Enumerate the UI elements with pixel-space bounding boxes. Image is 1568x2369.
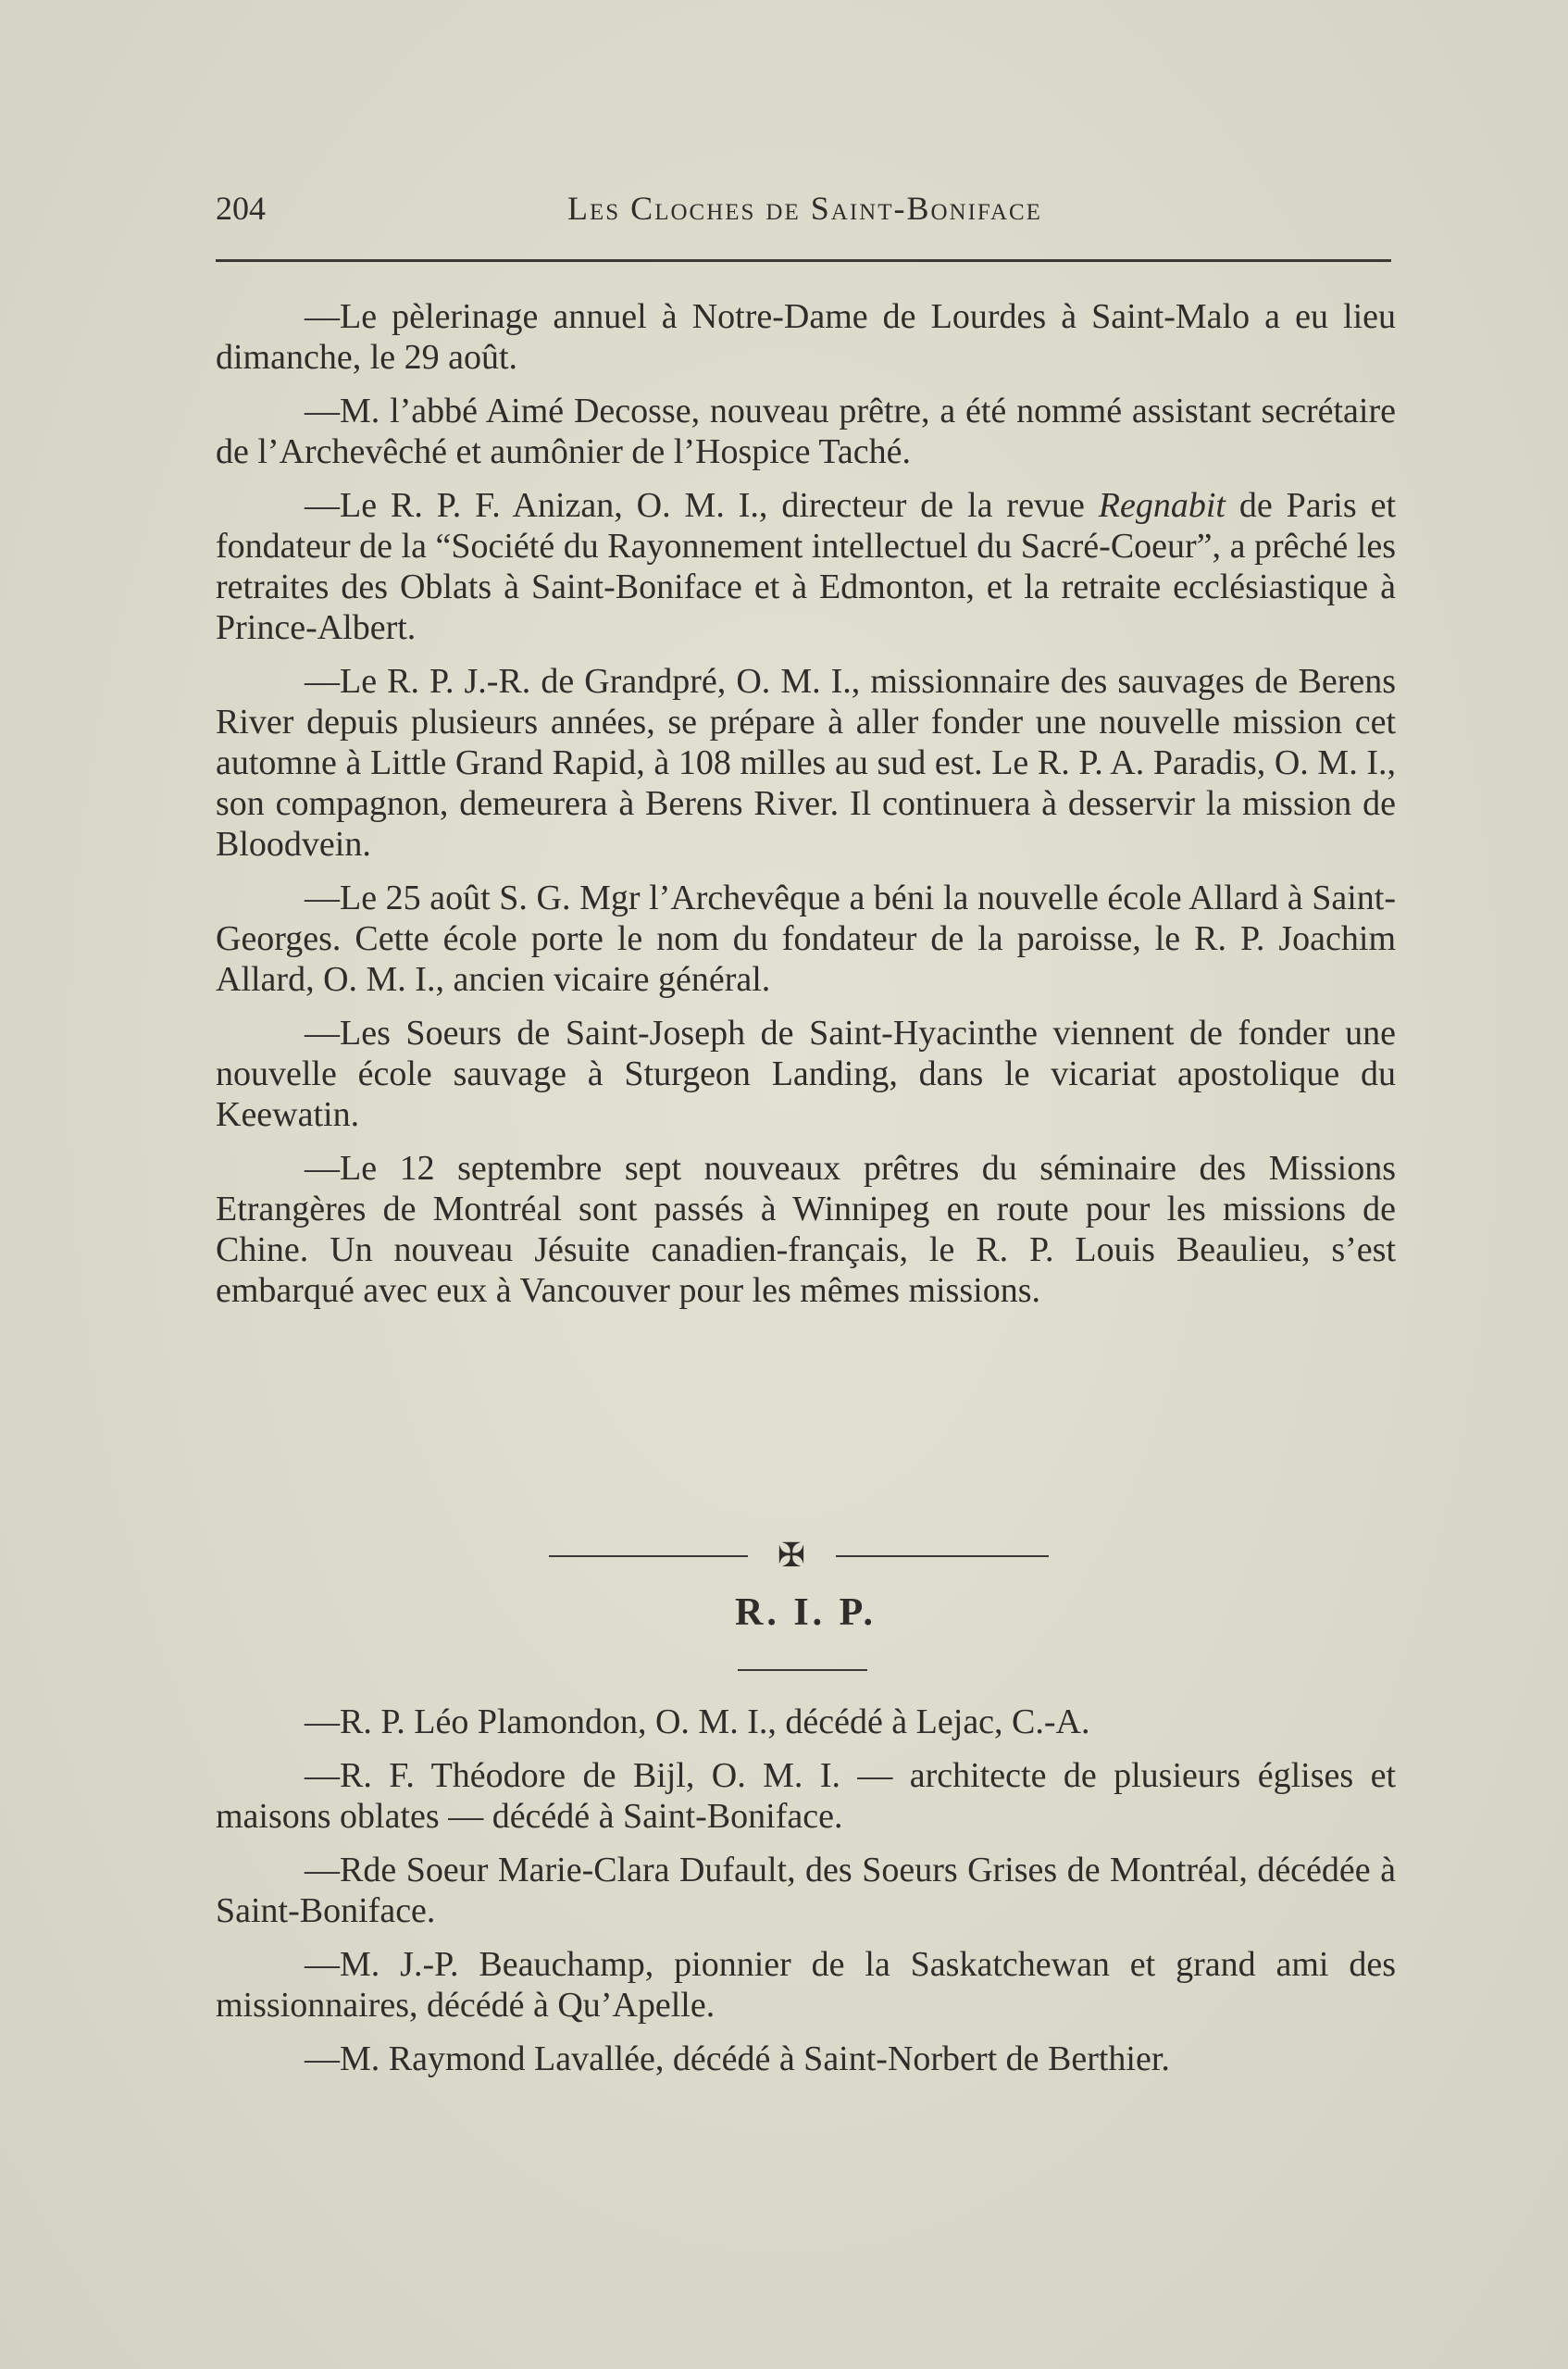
news-paragraph: —M. l’abbé Aimé Decosse, nouveau prêtre, a été nommé assistant secrétaire de l’Archevêché et aumônier de l’Hospice Taché. (216, 392, 1396, 471)
news-paragraph: —Le 25 août S. G. Mgr l’Archevêque a béni la nouvelle école Allard à Saint-Georges. Cette école porte le nom du fondateur de la paroisse, le R. P. Joachim Allard, O. M. I., ancien vicaire général. (216, 879, 1396, 999)
news-paragraph (216, 485, 1396, 648)
news-paragraph: —Le 12 septembre sept nouveaux prêtres du séminaire des Missions Etrangères de Montréal sont passés à Winnipeg en route pour les missions de Chine. Un nouveau Jésuite canadien-français, le R. P. Louis Beaulieu, s’est embarqué avec eux à Vancouver pour les mêmes missions. (216, 1149, 1396, 1310)
news-section (216, 296, 1396, 1324)
news-paragraph: —Le R. P. J.-R. de Grandpré, O. M. I., missionnaire des sauvages de Berens River depuis plusieurs années, se prépare à aller fonder une nouvelle mission cet automne à Little Grand Rapid, à 108 milles au sud est. Le R. P. A. Paradis, O. M. I., son compagnon, demeurera à Berens River. Il continuera à desservir la mission de Bloodvein. (216, 662, 1396, 864)
obituary-entry: —R. P. Léo Plamondon, O. M. I., décédé à Lejac, C.-A. (305, 1702, 1090, 1741)
divider-line-left (549, 1555, 748, 1557)
running-title: Les Cloches de Saint-Boniface (567, 190, 1042, 227)
news-paragraph: —Les Soeurs de Saint-Joseph de Saint-Hyacinthe viennent de fonder une nouvelle école sauvage à Sturgeon Landing, dans le vicariat apostolique du Keewatin. (216, 1014, 1396, 1134)
news-paragraph: —Le pèlerinage annuel à Notre-Dame de Lourdes à Saint-Malo a eu lieu dimanche, le 29 août. (216, 297, 1396, 377)
obituary-entry: —M. Raymond Lavallée, décédé à Saint-Norbert de Berthier. (305, 2039, 1170, 2078)
divider-line-right (836, 1555, 1049, 1557)
rip-rule (738, 1669, 867, 1671)
rip-heading: R. I. P. (735, 1591, 877, 1634)
header-rule (216, 259, 1391, 262)
obituary-entry: —Rde Soeur Marie-Clara Dufault, des Soeurs Grises de Montréal, décédée à Saint-Boniface. (216, 1851, 1396, 1930)
rip-section (216, 1702, 1396, 2092)
cross-icon: ✠ (777, 1537, 806, 1574)
obituary-entry: —M. J.-P. Beauchamp, pionnier de la Saskatchewan et grand ami des missionnaires, décédé à Qu’Apelle. (216, 1945, 1396, 2025)
news-text: —Le R. P. F. Anizan, O. M. I., directeur de la revue (305, 486, 1099, 525)
journal-title: Regnabit (1098, 486, 1226, 525)
obituary-entry: —R. F. Théodore de Bijl, O. M. I. — architecte de plusieurs églises et maisons oblates — décédé à Saint-Boniface. (216, 1756, 1396, 1836)
section-divider (216, 1537, 1396, 1574)
page-number: 204 (216, 190, 266, 227)
page-header (216, 185, 1394, 241)
news-text: de Paris et fondateur de la “Société du Rayonnement intellectuel du Sacré-Coeur”, a prêché les retraites des Oblats à Saint-Boniface et à Edmonton, et la retraite ecclésiastique à Prince-Albert. (216, 486, 1396, 647)
